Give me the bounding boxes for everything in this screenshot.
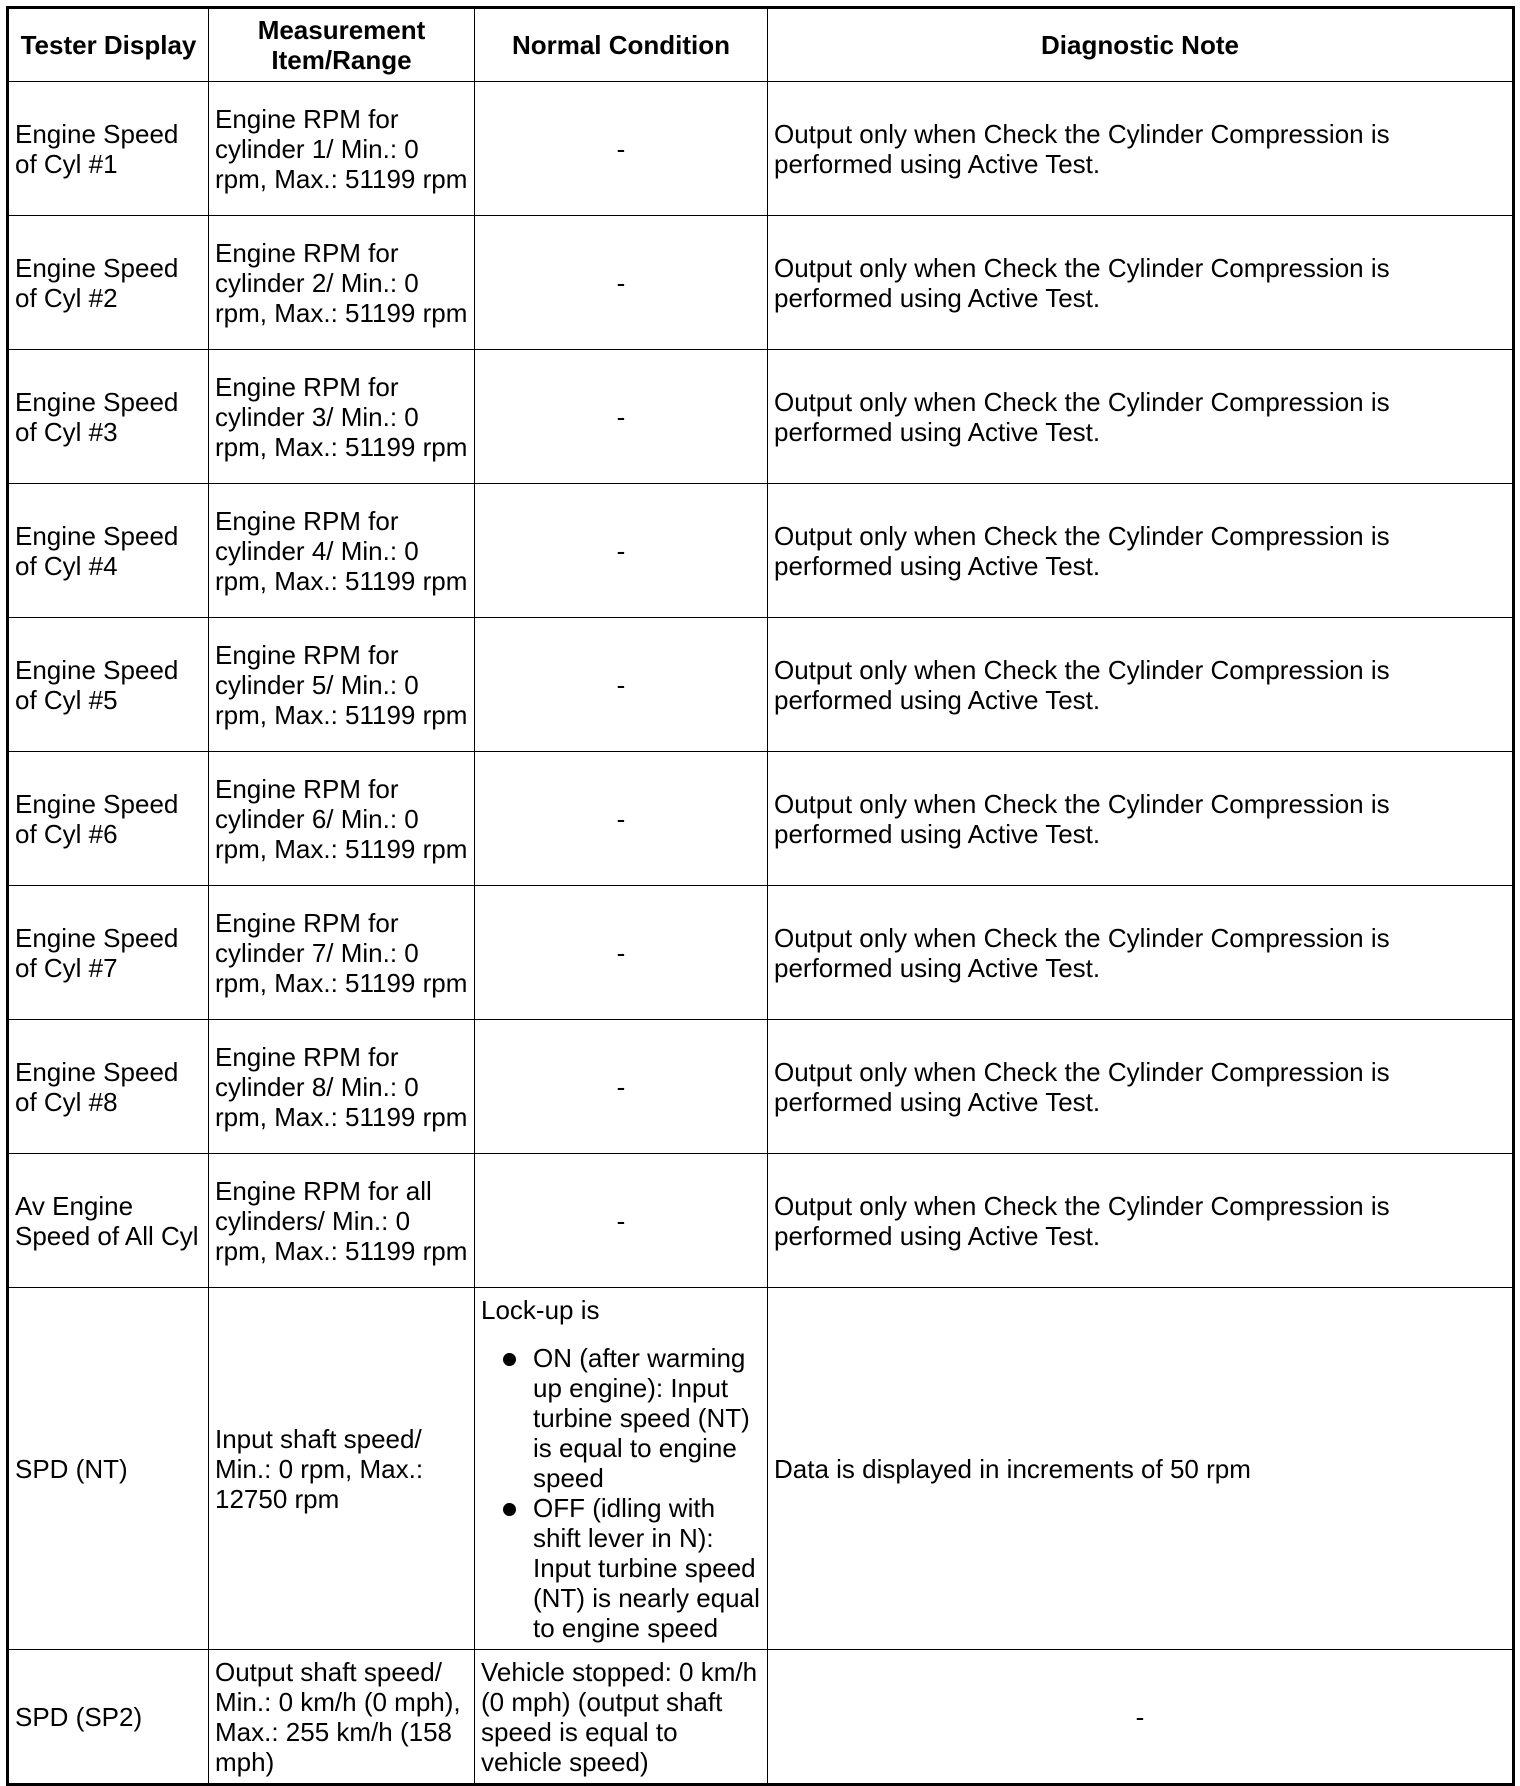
diagnostic-note-cell: Output only when Check the Cylinder Compression is performed using Active Test. <box>768 618 1514 752</box>
diagnostic-note-cell: Output only when Check the Cylinder Compression is performed using Active Test. <box>768 886 1514 1020</box>
measurement-cell: Engine RPM for cylinder 4/ Min.: 0 rpm, Max.: 51199 rpm <box>209 484 475 618</box>
measurement-cell: Engine RPM for cylinder 6/ Min.: 0 rpm, Max.: 51199 rpm <box>209 752 475 886</box>
measurement-cell: Engine RPM for cylinder 8/ Min.: 0 rpm, Max.: 51199 rpm <box>209 1020 475 1154</box>
list-item <box>481 1343 761 1493</box>
diagnostic-note-cell: - <box>768 1650 1514 1785</box>
measurement-cell: Engine RPM for cylinder 5/ Min.: 0 rpm, Max.: 51199 rpm <box>209 618 475 752</box>
measurement-cell: Engine RPM for cylinder 3/ Min.: 0 rpm, Max.: 51199 rpm <box>209 350 475 484</box>
table-row <box>8 618 1514 752</box>
normal-condition-cell: - <box>475 752 768 886</box>
normal-condition-cell: - <box>475 82 768 216</box>
table-row <box>8 350 1514 484</box>
normal-condition-cell: - <box>475 350 768 484</box>
table-row <box>8 752 1514 886</box>
diagnostic-note-cell: Output only when Check the Cylinder Compression is performed using Active Test. <box>768 1020 1514 1154</box>
normal-condition-cell: Vehicle stopped: 0 km/h (0 mph) (output shaft speed is equal to vehicle speed) <box>475 1650 768 1785</box>
header-diagnostic-note: Diagnostic Note <box>768 8 1514 82</box>
table-row <box>8 1154 1514 1288</box>
measurement-cell: Engine RPM for cylinder 7/ Min.: 0 rpm, Max.: 51199 rpm <box>209 886 475 1020</box>
list-item <box>481 1493 761 1643</box>
diagnostic-note-cell: Output only when Check the Cylinder Compression is performed using Active Test. <box>768 1154 1514 1288</box>
tester-display-cell: Engine Speed of Cyl #5 <box>8 618 209 752</box>
list-item-text: OFF (idling with shift lever in N): Input turbine speed (NT) is nearly equal to engine speed <box>533 1492 760 1643</box>
tester-display-cell: Engine Speed of Cyl #7 <box>8 886 209 1020</box>
measurement-cell: Engine RPM for cylinder 2/ Min.: 0 rpm, Max.: 51199 rpm <box>209 216 475 350</box>
table-row <box>8 886 1514 1020</box>
header-tester-display: Tester Display <box>8 8 209 82</box>
tester-display-cell: Engine Speed of Cyl #3 <box>8 350 209 484</box>
tester-display-cell: Engine Speed of Cyl #4 <box>8 484 209 618</box>
list-item-text: ON (after warming up engine): Input turbine speed (NT) is equal to engine speed <box>533 1342 750 1493</box>
measurement-cell: Output shaft speed/ Min.: 0 km/h (0 mph), Max.: 255 km/h (158 mph) <box>209 1650 475 1785</box>
bullet-icon <box>503 1353 516 1366</box>
tester-display-cell: SPD (NT) <box>8 1288 209 1650</box>
diagnostic-note-cell: Output only when Check the Cylinder Compression is performed using Active Test. <box>768 216 1514 350</box>
diagnostic-note-cell: Output only when Check the Cylinder Compression is performed using Active Test. <box>768 82 1514 216</box>
table-row <box>8 82 1514 216</box>
normal-condition-cell: - <box>475 1154 768 1288</box>
tester-display-cell: Engine Speed of Cyl #6 <box>8 752 209 886</box>
header-normal-condition: Normal Condition <box>475 8 768 82</box>
normal-condition-cell: - <box>475 216 768 350</box>
header-measurement-item <box>209 8 475 82</box>
table-row-spd-sp2 <box>8 1650 1514 1785</box>
normal-condition-cell <box>475 1288 768 1650</box>
table-row <box>8 216 1514 350</box>
tester-display-cell: SPD (SP2) <box>8 1650 209 1785</box>
normal-condition-list <box>481 1343 761 1643</box>
normal-condition-cell: - <box>475 1020 768 1154</box>
measurement-cell: Engine RPM for all cylinders/ Min.: 0 rpm, Max.: 51199 rpm <box>209 1154 475 1288</box>
diagnostic-note-cell: Data is displayed in increments of 50 rpm <box>768 1288 1514 1650</box>
normal-condition-intro: Lock-up is <box>481 1294 600 1325</box>
diagnostic-note-cell: Output only when Check the Cylinder Compression is performed using Active Test. <box>768 484 1514 618</box>
diagnostic-note-cell: Output only when Check the Cylinder Compression is performed using Active Test. <box>768 350 1514 484</box>
table-row <box>8 484 1514 618</box>
data-list-table <box>6 6 1515 1786</box>
measurement-cell: Input shaft speed/ Min.: 0 rpm, Max.: 12750 rpm <box>209 1288 475 1650</box>
normal-condition-cell: - <box>475 484 768 618</box>
tester-display-cell: Engine Speed of Cyl #8 <box>8 1020 209 1154</box>
measurement-cell: Engine RPM for cylinder 1/ Min.: 0 rpm, Max.: 51199 rpm <box>209 82 475 216</box>
bullet-icon <box>503 1503 516 1516</box>
normal-condition-cell: - <box>475 618 768 752</box>
tester-display-cell: Engine Speed of Cyl #1 <box>8 82 209 216</box>
header-measurement-line2: Item/Range <box>271 45 412 75</box>
table-row <box>8 1020 1514 1154</box>
document-page <box>6 6 1515 1786</box>
tester-display-cell: Engine Speed of Cyl #2 <box>8 216 209 350</box>
header-measurement-line1: Measurement <box>257 15 426 45</box>
tester-display-cell: Av Engine Speed of All Cyl <box>8 1154 209 1288</box>
diagnostic-note-cell: Output only when Check the Cylinder Compression is performed using Active Test. <box>768 752 1514 886</box>
table-row-spd-nt <box>8 1288 1514 1650</box>
header-row <box>8 8 1514 82</box>
normal-condition-cell: - <box>475 886 768 1020</box>
